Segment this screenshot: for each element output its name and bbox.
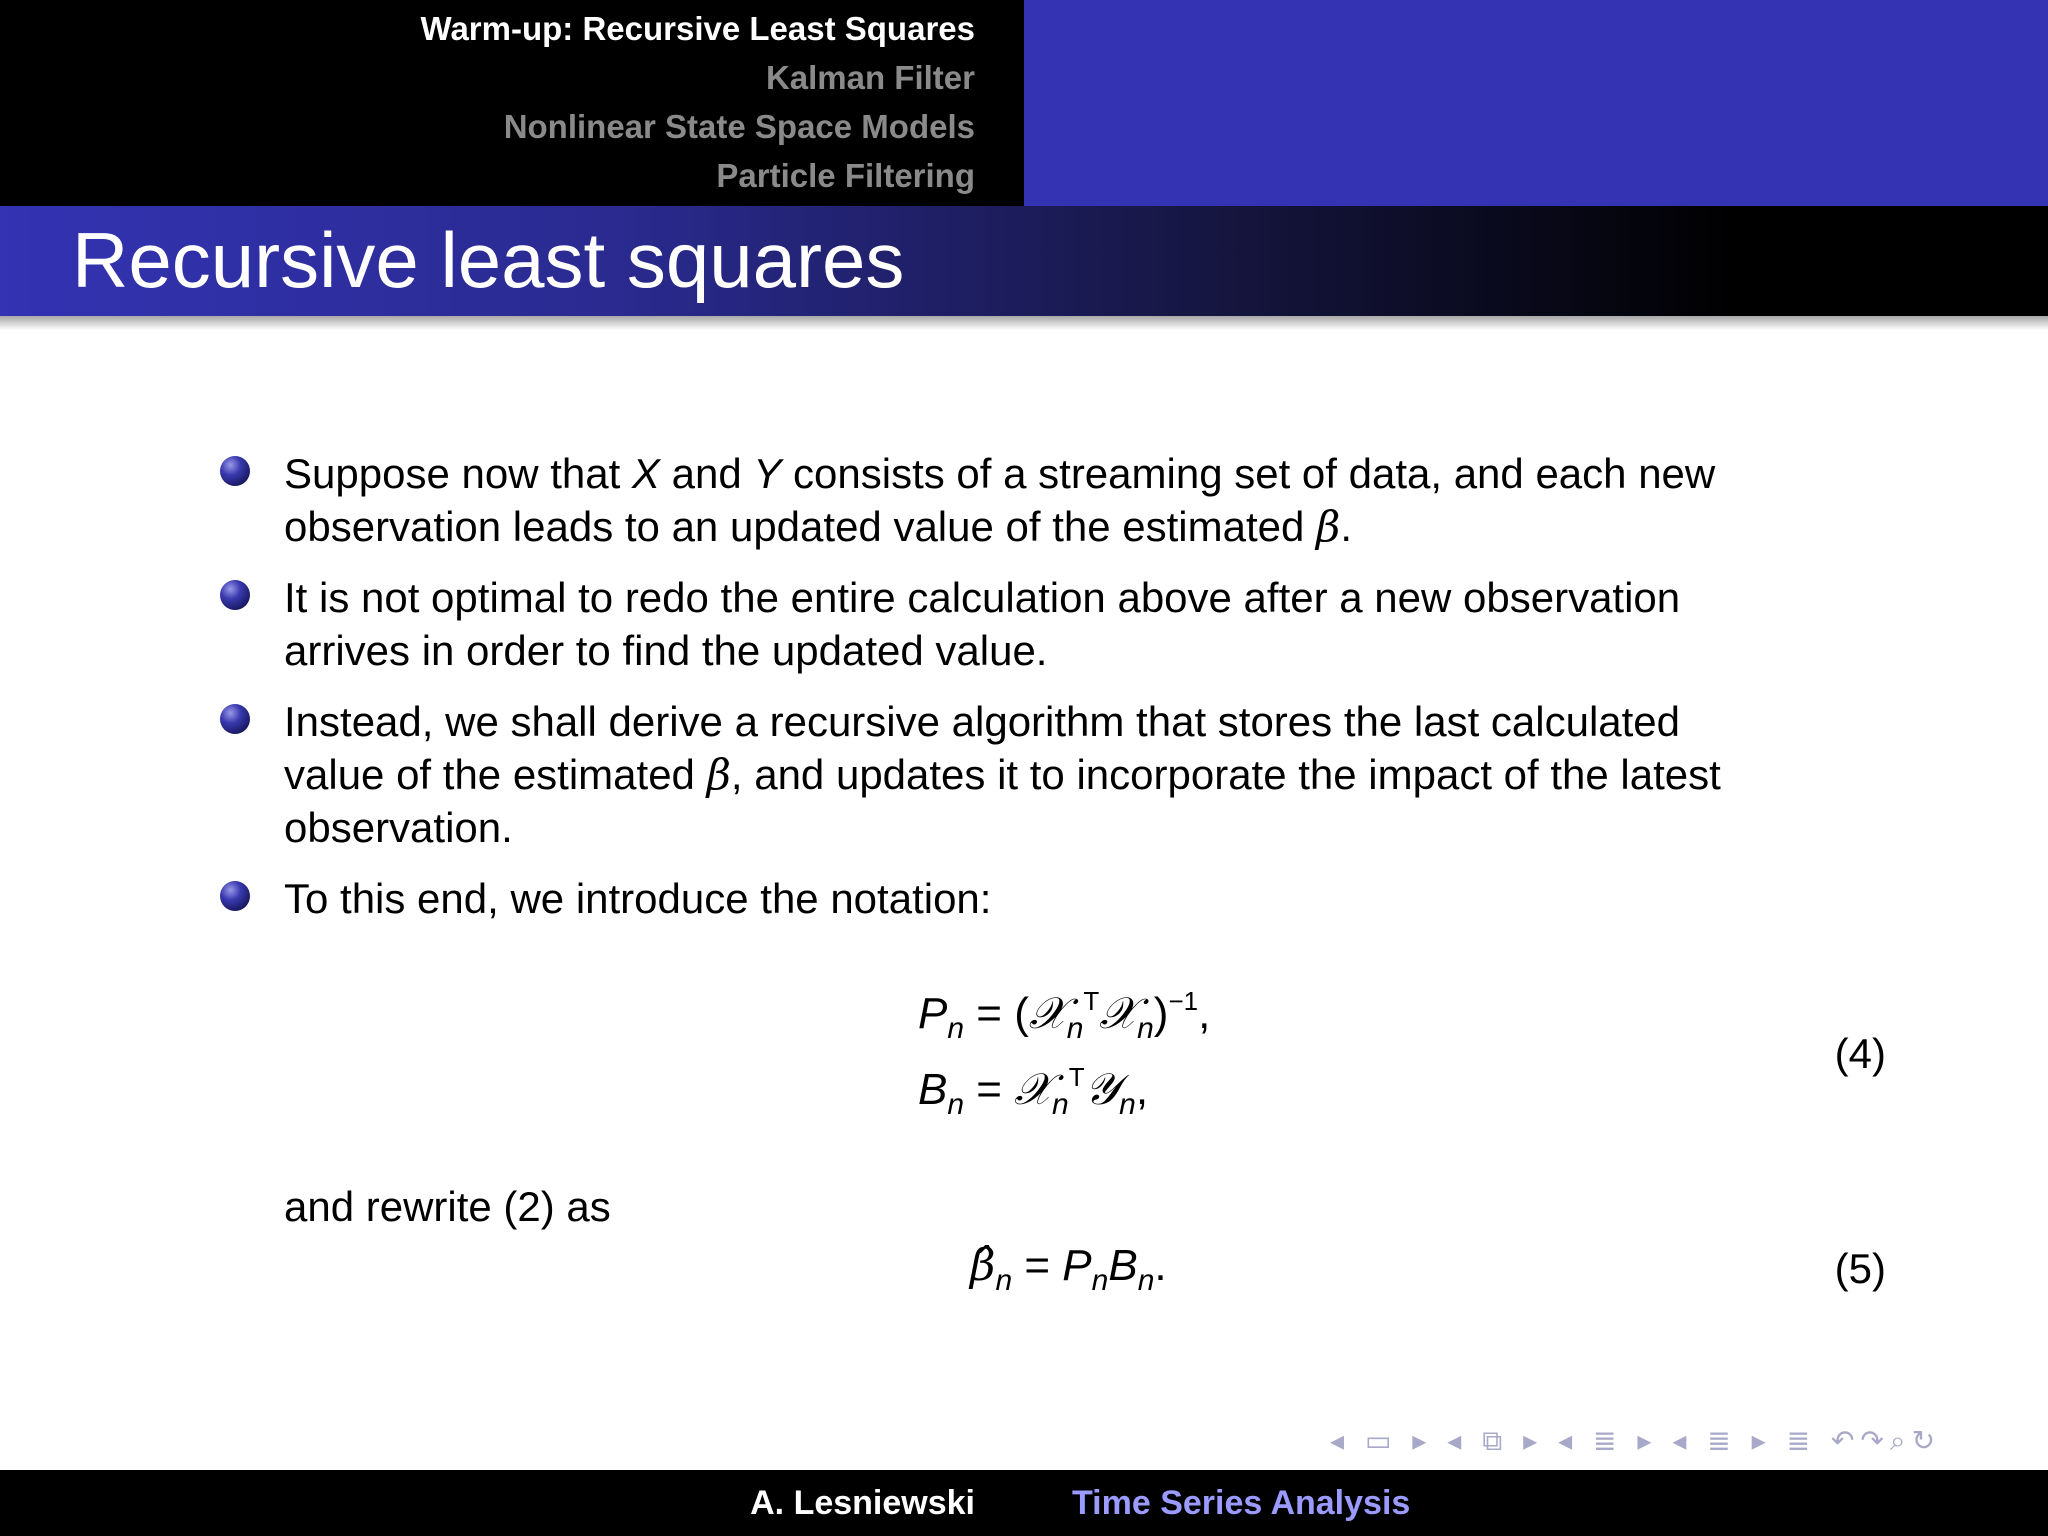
beamer-navigation-icons[interactable]: ◂ ▭ ▸ ◂ ⧉ ▸ ◂ ≣ ▸ ◂ ≣ ▸ ≣ ↶↷⌕↻: [1330, 1424, 1942, 1457]
bullet-icon: [220, 704, 250, 734]
equation-5-number: (5): [1834, 1245, 1886, 1292]
connector-text: and rewrite (2) as: [284, 1183, 611, 1230]
equation-4-number: (4): [1834, 1030, 1886, 1077]
title-bar-shadow: [0, 316, 2048, 330]
equation-4-line-1: $P_n$ = (𝒳$_n^T$𝒳$_n$)$^{-1}$,: [918, 986, 1211, 1045]
frame-title: Recursive least squares: [72, 216, 905, 304]
section-navigation: [0, 0, 1024, 206]
footer-author: A. Lesniewski: [750, 1484, 975, 1522]
bullet-3-line-2: value of the estimated β, and updates it to incorporate the impact of the latest: [284, 750, 1721, 799]
bullet-3-line-3: observation.: [284, 804, 513, 851]
nav-section-nonlinear[interactable]: Nonlinear State Space Models: [503, 108, 975, 145]
bullet-icon: [220, 881, 250, 911]
bullet-3-line-1: Instead, we shall derive a recursive algorithm that stores the last calculated: [284, 698, 1681, 745]
bullet-icon: [220, 580, 250, 610]
footer-title-panel: [1024, 1470, 2048, 1536]
footer-title: Time Series Analysis: [1072, 1484, 1411, 1522]
header-right-panel: [1024, 0, 2048, 206]
equation-5: $\betâ_n = P_nB_n$.: [970, 1240, 1167, 1297]
nav-section-warmup[interactable]: Warm-up: Recursive Least Squares: [420, 10, 975, 47]
nav-section-particle[interactable]: Particle Filtering: [716, 157, 975, 194]
bullet-2-line-2: arrives in order to find the updated value.: [284, 627, 1048, 674]
bullet-1-line-1: Suppose now that X and Y consists of a streaming set of data, and each new: [284, 450, 1716, 497]
bullet-1-line-2: observation leads to an updated value of the estimated β.: [284, 502, 1352, 551]
bullet-2-line-1: It is not optimal to redo the entire calculation above after a new observation: [284, 574, 1681, 621]
footer-author-panel: [0, 1470, 1024, 1536]
bullet-icon: [220, 456, 250, 486]
nav-section-kalman[interactable]: Kalman Filter: [765, 59, 975, 96]
equation-4-line-2: $B_n$ = 𝒳$_n^T$𝒴$_n$,: [918, 1062, 1149, 1121]
bullet-4-line-1: To this end, we introduce the notation:: [284, 875, 992, 922]
